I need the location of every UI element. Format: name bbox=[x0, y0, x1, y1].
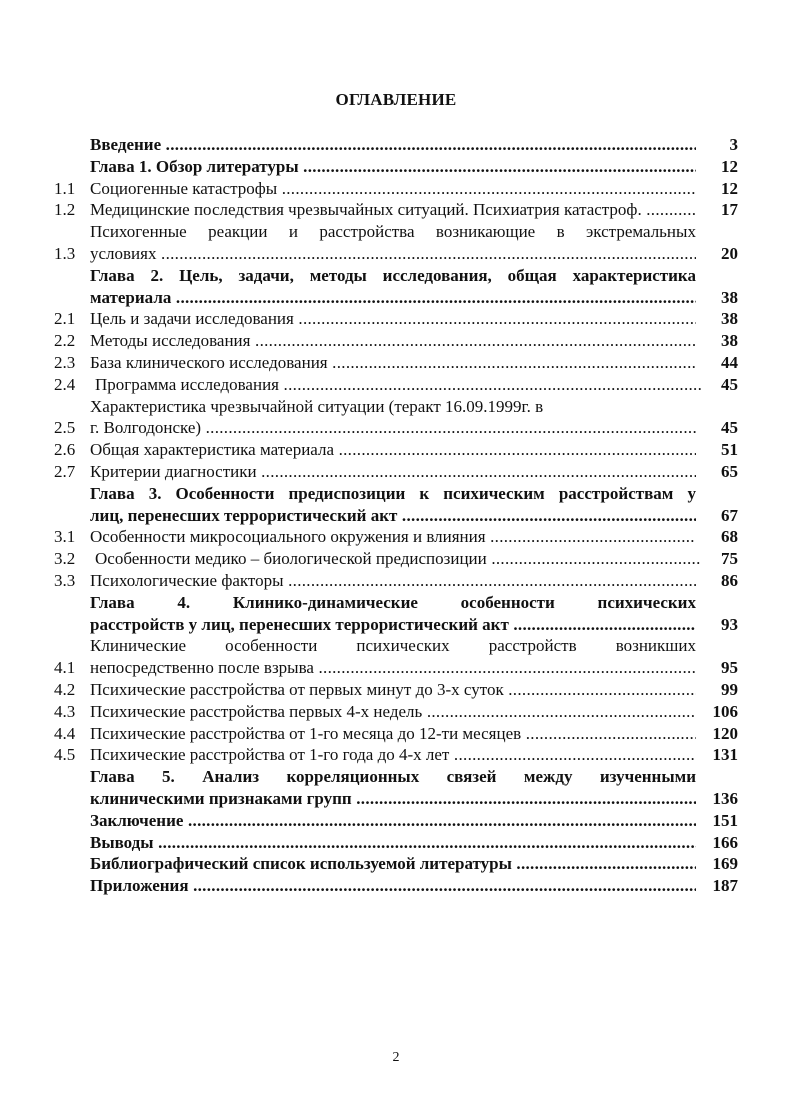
section-number: 1.1 bbox=[54, 178, 76, 198]
toc-entry-label: Приложения ..... bbox=[90, 875, 696, 897]
toc-entry-label-line-2: непосредственно после взрыва ..... bbox=[90, 657, 696, 679]
page-number-footer: 2 bbox=[392, 1050, 400, 1065]
toc-entry-section-4-4[interactable] bbox=[0, 723, 792, 745]
toc-entry-label-line-1: Глава 3. Особенности предиспозиции к психическим расстройствам у bbox=[90, 483, 696, 503]
toc-entry-section-4-3[interactable] bbox=[0, 701, 792, 723]
toc-entry-page: 12 bbox=[721, 178, 738, 198]
toc-entry-section-4-2[interactable] bbox=[0, 679, 792, 701]
section-number: 2.1 bbox=[54, 309, 76, 329]
toc-entry-page: 131 bbox=[712, 745, 738, 765]
section-number: 1.2 bbox=[54, 200, 76, 220]
toc-entry-label: Критерии диагностики ..... bbox=[90, 461, 696, 483]
toc-entry-chapter-5[interactable] bbox=[0, 766, 792, 810]
toc-entry-label: Медицинские последствия чрезвычайных ситуаций. Психиатрия катастроф. ..... bbox=[90, 199, 696, 221]
toc-entry-label: Общая характеристика материала ..... bbox=[90, 439, 696, 461]
toc-entry-label-line-1: Глава 5. Анализ корреляционных связей между изученными bbox=[90, 767, 696, 787]
section-number: 2.2 bbox=[54, 331, 76, 351]
toc-entry-label: Выводы ..... bbox=[90, 832, 696, 854]
toc-entry-label: Психические расстройства от первых минут до 3-х суток ..... bbox=[90, 679, 696, 701]
toc-entry-appendix[interactable] bbox=[0, 875, 792, 897]
toc-entry-label-line-1: Психогенные реакции и расстройства возникающие в экстремальных bbox=[90, 222, 696, 242]
toc-entry-page: 95 bbox=[721, 658, 738, 678]
section-number: 2.6 bbox=[54, 440, 76, 460]
table-of-contents bbox=[0, 134, 792, 897]
toc-entry-page: 169 bbox=[712, 854, 738, 874]
toc-entry-label: Психологические факторы ..... bbox=[90, 570, 696, 592]
toc-entry-label: Социогенные катастрофы ..... bbox=[90, 178, 696, 200]
page-title: ОГЛАВЛЕНИЕ bbox=[335, 90, 457, 109]
toc-entry-page: 151 bbox=[712, 810, 738, 830]
toc-entry-label: Методы исследования ..... bbox=[90, 330, 696, 352]
section-number: 2.5 bbox=[54, 418, 76, 438]
toc-entry-page: 106 bbox=[712, 701, 738, 721]
toc-entry-section-2-2[interactable] bbox=[0, 330, 792, 352]
toc-entry-page: 86 bbox=[721, 570, 738, 590]
toc-entry-label-line-1: Клинические особенности психических расстройств возникших bbox=[90, 636, 696, 656]
section-number: 3.1 bbox=[54, 527, 76, 547]
toc-entry-page: 12 bbox=[721, 156, 738, 176]
section-number: 3.2 bbox=[54, 549, 76, 569]
toc-entry-page: 38 bbox=[721, 309, 738, 329]
toc-entry-label: Введение ..... bbox=[90, 134, 696, 156]
toc-entry-page: 166 bbox=[712, 832, 738, 852]
toc-entry-page: 67 bbox=[721, 505, 738, 525]
toc-entry-label: Психические расстройства от 1-го года до 4-х лет ..... bbox=[90, 744, 696, 766]
toc-entry-label: Библиографический список используемой литературы ..... bbox=[90, 853, 696, 875]
toc-entry-label: Особенности микросоциального окружения и влияния ..... bbox=[90, 526, 696, 548]
toc-entry-label-line-2: условиях ..... bbox=[90, 243, 696, 265]
toc-entry-page: 99 bbox=[721, 679, 738, 699]
toc-entry-page: 93 bbox=[721, 614, 738, 634]
toc-entry-label-line-2: материала ..... bbox=[90, 287, 696, 309]
toc-entry-chapter-3[interactable] bbox=[0, 483, 792, 527]
toc-entry-label-line-2: расстройств у лиц, перенесших террористический акт ..... bbox=[90, 614, 696, 636]
toc-entry-section-4-5[interactable] bbox=[0, 744, 792, 766]
section-number: 2.3 bbox=[54, 352, 76, 372]
toc-entry-label: Заключение ..... bbox=[90, 810, 696, 832]
toc-entry-section-2-6[interactable] bbox=[0, 439, 792, 461]
toc-entry-section-2-7[interactable] bbox=[0, 461, 792, 483]
toc-entry-page: 17 bbox=[721, 200, 738, 220]
toc-entry-findings[interactable] bbox=[0, 832, 792, 854]
toc-entry-page: 20 bbox=[721, 243, 738, 263]
section-number: 2.4 bbox=[54, 374, 76, 394]
toc-entry-label: Психические расстройства первых 4-х недель ..... bbox=[90, 701, 696, 723]
toc-entry-section-2-5[interactable] bbox=[0, 396, 792, 440]
toc-entry-page: 45 bbox=[721, 374, 738, 394]
toc-entry-label: Глава 1. Обзор литературы ..... bbox=[90, 156, 696, 178]
toc-entry-page: 75 bbox=[721, 549, 738, 569]
toc-entry-section-1-2[interactable] bbox=[0, 199, 792, 221]
toc-entry-page: 120 bbox=[712, 723, 738, 743]
toc-entry-introduction[interactable] bbox=[0, 134, 792, 156]
toc-entry-page: 136 bbox=[712, 788, 738, 808]
toc-entry-label-line-1: Характеристика чрезвычайной ситуации (теракт 16.09.1999г. в bbox=[90, 396, 544, 416]
toc-entry-label: База клинического исследования ..... bbox=[90, 352, 696, 374]
toc-entry-label-line-2: г. Волгодонске) ..... bbox=[90, 417, 696, 439]
toc-entry-section-1-1[interactable] bbox=[0, 178, 792, 200]
toc-entry-chapter-2[interactable] bbox=[0, 265, 792, 309]
toc-entry-label-line-1: Глава 4. Клинико-динамические особенности психических bbox=[90, 592, 696, 612]
toc-entry-page: 51 bbox=[721, 440, 738, 460]
toc-entry-section-3-1[interactable] bbox=[0, 526, 792, 548]
toc-entry-page: 45 bbox=[721, 418, 738, 438]
toc-entry-section-3-3[interactable] bbox=[0, 570, 792, 592]
toc-entry-section-2-3[interactable] bbox=[0, 352, 792, 374]
toc-entry-page: 38 bbox=[721, 287, 738, 307]
toc-entry-label: Особенности медико – биологической предиспозиции ..... bbox=[95, 548, 701, 570]
toc-entry-label-line-1: Глава 2. Цель, задачи, методы исследования, общая характеристика bbox=[90, 265, 696, 285]
toc-entry-page: 38 bbox=[721, 331, 738, 351]
section-number: 4.4 bbox=[54, 723, 76, 743]
toc-entry-label: Психические расстройства от 1-го месяца до 12-ти месяцев ..... bbox=[90, 723, 696, 745]
toc-entry-section-3-2[interactable] bbox=[0, 548, 792, 570]
toc-entry-section-1-3[interactable] bbox=[0, 221, 792, 265]
toc-entry-section-4-1[interactable] bbox=[0, 635, 792, 679]
section-number: 2.7 bbox=[54, 461, 76, 481]
toc-entry-page: 68 bbox=[721, 527, 738, 547]
toc-entry-page: 44 bbox=[721, 352, 738, 372]
toc-entry-page: 65 bbox=[721, 461, 738, 481]
toc-entry-bibliography[interactable] bbox=[0, 853, 792, 875]
section-number: 4.5 bbox=[54, 745, 76, 765]
toc-entry-label-line-2: клиническими признаками групп ..... bbox=[90, 788, 696, 810]
toc-entry-label-line-2: лиц, перенесших террористический акт ..... bbox=[90, 505, 696, 527]
toc-entry-chapter-1[interactable] bbox=[0, 156, 792, 178]
section-number: 4.1 bbox=[54, 658, 76, 678]
toc-entry-page: 187 bbox=[712, 876, 738, 896]
toc-entry-conclusion[interactable] bbox=[0, 810, 792, 832]
section-number: 4.3 bbox=[54, 701, 76, 721]
toc-entry-chapter-4[interactable] bbox=[0, 592, 792, 636]
toc-entry-label: Цель и задачи исследования ..... bbox=[90, 308, 696, 330]
toc-entry-page: 3 bbox=[729, 135, 738, 154]
toc-entry-section-2-4[interactable] bbox=[0, 374, 792, 396]
section-number: 3.3 bbox=[54, 570, 76, 590]
section-number: 1.3 bbox=[54, 243, 76, 263]
section-number: 4.2 bbox=[54, 679, 76, 699]
toc-entry-section-2-1[interactable] bbox=[0, 308, 792, 330]
toc-entry-label: Программа исследования ..... bbox=[95, 374, 701, 396]
